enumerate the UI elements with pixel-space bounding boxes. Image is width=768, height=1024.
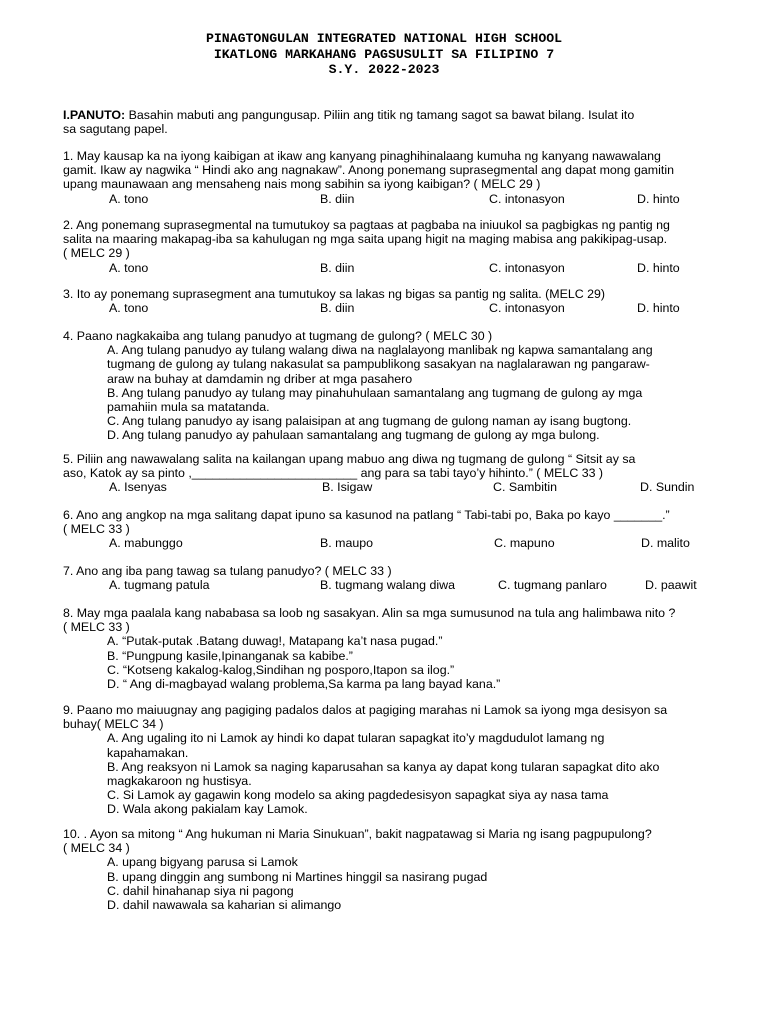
question-8 [63,606,753,691]
choice-b: B. diin [320,191,355,206]
option-b: B. Ang reaksyon ni Lamok sa naging kaparusahan sa kanya ay dapat kong tularan sapagkat dito ako [107,759,660,774]
question-text: ( MELC 29 ) [63,246,130,261]
option-d: D. dahil nawawala sa kaharian si alimango [107,898,342,913]
option-a-cont: kapahamakan. [107,745,189,760]
choice-a: A. mabunggo [109,536,183,551]
question-text: 2. Ang ponemang suprasegmental na tumutukoy sa pagtaas at pagbaba na iniuukol sa pagbigkas ng pantig ng [63,218,670,232]
question-text: 3. Ito ay ponemang suprasegment ana tumutukoy sa lakas ng bigas sa pantig ng salita. (MELC 29) [63,287,606,301]
choice-a: A. tono [109,260,149,275]
option-c: C. Ang tulang panudyo ay isang palaisipan at ang tugmang de gulong naman ay isang bugtong. [107,414,632,429]
option-b: B. upang dinggin ang sumbong ni Martines hinggil sa nasirang pugad [107,869,488,884]
answer-choices [63,261,753,275]
answer-choices [63,578,753,592]
answer-choices [63,480,753,494]
question-4 [63,329,753,443]
question-text: 9. Paano mo maiuugnay ang pagiging padalos dalos at pagiging marahas ni Lamok sa iyong mga desisyon sa [63,703,668,717]
question-text: aso, Katok ay sa pinto ,________________________ ang para sa tabi tayo’y hihinto.” ( MELC 33 ) [63,466,604,481]
choice-d: D. hinto [637,260,680,275]
option-a-cont: tugmang de gulong ay tulang nakasulat sa pampublikong sasakyan na naglalarawan ng pangaraw- [107,357,650,372]
question-5 [63,452,753,495]
answer-options [63,731,753,816]
option-d: D. “ Ang di-magbayad walang problema,Sa karma pa lang bayad kana.” [107,677,501,692]
choice-b: B. diin [320,301,355,316]
instructions-text: Basahin mabuti ang pangungusap. Piliin ang titik ng tamang sagot sa bawat bilang. Isulat ito [125,108,635,122]
choice-a: A. tono [109,191,149,206]
question-2 [63,218,753,275]
question-text: salita na maaring makapag-iba sa kahulugan ng mga saita upang higit na maging mabisa ang pakikipag-usap. [63,232,668,247]
option-b: B. Ang tulang panudyo ay tulang may pinahuhulaan samantalang ang tugmang de gulong ay mga [107,385,643,400]
option-a-cont: araw na buhay at damdamin ng driber at mga pasahero [107,371,413,386]
question-text: ( MELC 34 ) [63,841,130,856]
question-text: ( MELC 33 ) [63,522,130,537]
choice-a: A. tugmang patula [109,578,210,593]
option-b: B. “Pungpung kasile,Ipinanganak sa kabibe.” [107,648,353,663]
answer-options [63,634,753,691]
question-text: 4. Paano nagkakaiba ang tulang panudyo at tugmang de gulong? ( MELC 30 ) [63,329,493,343]
choice-d: D. paawit [645,578,697,593]
option-a: A. “Putak-putak .Batang duwag!, Matapang ka’t nasa pugad.” [107,634,443,649]
answer-choices [63,301,753,315]
option-a: A. Ang ugaling ito ni Lamok ay hindi ko dapat tularan sapagkat ito’y magdudulot lamang ng [107,731,605,746]
option-a: A. upang bigyang parusa si Lamok [107,855,298,870]
question-text: buhay( MELC 34 ) [63,717,164,732]
option-c: C. Si Lamok ay gagawin kong modelo sa aking pagdedesisyon sapagkat siya ay nasa tama [107,788,609,803]
choice-a: A. tono [109,301,149,316]
question-text: ( MELC 33 ) [63,620,130,635]
choice-c: C. intonasyon [489,260,565,275]
option-a: A. Ang tulang panudyo ay tulang walang diwa na naglalayong manlibak ng kapwa samantalang ang [107,343,653,358]
option-d: D. Wala akong pakialam kay Lamok. [107,802,308,817]
answer-choices [63,192,753,206]
question-9 [63,703,753,817]
question-text: 7. Ano ang iba pang tawag sa tulang panudyo? ( MELC 33 ) [63,564,392,578]
choice-d: D. malito [641,536,690,551]
answer-options [63,855,753,912]
instructions-text-cont: sa sagutang papel. [63,122,168,137]
choice-b: B. diin [320,260,355,275]
choice-b: B. Isigaw [322,480,373,495]
choice-b: B. maupo [320,536,374,551]
question-6 [63,508,753,551]
school-year: S.Y. 2022-2023 [328,62,440,77]
option-b-cont: magkakaroon ng hustisya. [107,774,252,789]
choice-d: D. hinto [637,301,680,316]
choice-d: D. Sundin [640,480,695,495]
question-text: gamit. Ikaw ay nagwika “ Hindi ako ang nagnakaw”. Anong ponemang suprasegmental ang dapat mong gamitin [63,163,674,178]
question-text: 6. Ano ang angkop na mga salitang dapat ipuno sa kasunod na patlang “ Tabi-tabi po, Baka po kayo _______.” [63,508,670,522]
choice-c: C. intonasyon [489,301,565,316]
exam-title: IKATLONG MARKAHANG PAGSUSULIT SA FILIPINO 7 [213,46,555,62]
question-3 [63,287,753,315]
choice-c: C. tugmang panlaro [498,578,607,593]
question-text: 8. May mga paalala kang nababasa sa loob ng sasakyan. Alin sa mga sumusunod na tula ang halimbawa nito ? [63,606,676,620]
question-1 [63,149,753,206]
school-name: PINAGTONGULAN INTEGRATED NATIONAL HIGH SCHOOL [205,31,563,46]
answer-options [63,343,753,442]
choice-c: C. mapuno [494,536,555,551]
question-text: 10. . Ayon sa mitong “ Ang hukuman ni Maria Sinukuan”, bakit nagpatawag si Maria ng isang pagpupulong? [63,827,652,841]
choice-d: D. hinto [637,191,680,206]
choice-a: A. Isenyas [109,480,167,495]
option-b-cont: pamahiin mula sa matatanda. [107,400,270,415]
question-7 [63,564,753,592]
option-c: C. dahil hinahanap siya ni pagong [107,883,294,898]
option-c: C. “Kotseng kakalog-kalog,Sindihan ng posporo,Itapon sa ilog.” [107,662,455,677]
instructions [63,108,753,136]
question-text: 5. Piliin ang nawawalang salita na kailangan upang mabuo ang diwa ng tugmang de gulong “ Sitsit ay sa [63,452,636,466]
choice-c: C. Sambitin [493,480,558,495]
option-d: D. Ang tulang panudyo ay pahulaan samantalang ang tugmang de gulong ay mga bulong. [107,428,600,443]
instructions-label: I.PANUTO: [63,108,126,122]
question-10 [63,827,753,912]
question-text: upang maunawaan ang mensaheng nais mong sabihin sa iyong kaibigan? ( MELC 29 ) [63,177,541,192]
answer-choices [63,536,753,550]
question-text: 1. May kausap ka na iyong kaibigan at ikaw ang kanyang pinaghihinalaang kumuha ng kanyang nawawalang [63,149,661,163]
choice-b: B. tugmang walang diwa [320,578,456,593]
exam-header [0,31,768,78]
choice-c: C. intonasyon [489,191,565,206]
